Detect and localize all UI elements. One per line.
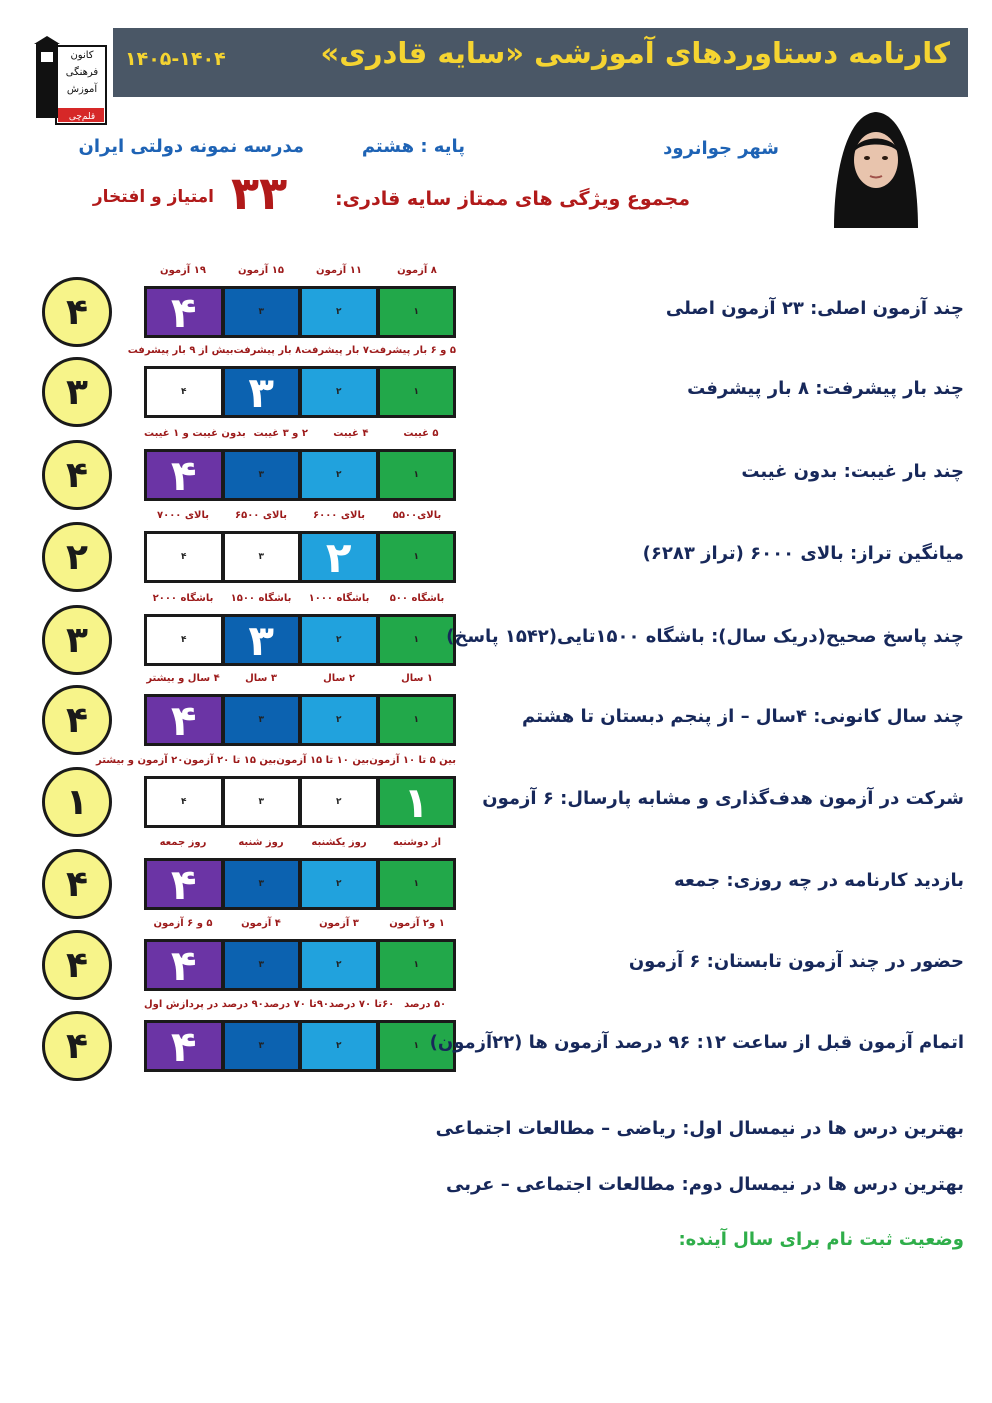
level-box: ۱ (380, 452, 454, 498)
tier-label: بین ۱۵ تا ۲۰ آزمون (183, 755, 277, 766)
tier-label: ۵ و ۶ بار پیشرفت (368, 345, 456, 356)
level-boxes (144, 449, 456, 501)
level-box: ۳ (225, 452, 299, 498)
logo-text-2: فرهنگی (65, 67, 99, 78)
level-box: ۳ (225, 942, 299, 988)
student-photo (826, 104, 926, 228)
level-boxes (144, 858, 456, 910)
student-grade: پایه : هشتم (361, 136, 465, 157)
tier-label: روز شنبه (238, 837, 284, 848)
tier-labels (144, 999, 456, 1013)
tier-label: بالای ۶۵۰۰ (234, 510, 288, 521)
tier-label: ۱ و۲ آزمون (389, 918, 445, 929)
score-circle: ۴ (42, 440, 112, 510)
level-box: ۴ (147, 861, 221, 907)
tier-label: ۹۰ درصد در پردازش اول (144, 999, 264, 1010)
level-box: ۱ (380, 534, 454, 580)
level-box: ۳ (225, 369, 299, 415)
score-circle: ۴ (42, 930, 112, 1000)
level-box: ۴ (147, 942, 221, 988)
tier-label: ۱ سال (401, 673, 433, 684)
level-boxes (144, 939, 456, 991)
row-label: میانگین تراز: بالای ۶۰۰۰ (تراز ۶۲۸۳) (642, 543, 964, 564)
tier-label: ۲۰ آزمون و بیشتر (95, 755, 184, 766)
tier-label: باشگاه ۱۵۰۰ (230, 593, 292, 604)
tier-labels (144, 593, 456, 607)
level-box: ۴ (147, 289, 221, 335)
tier-label: ۴ سال و بیشتر (146, 673, 220, 684)
level-box: ۳ (225, 534, 299, 580)
tier-label: ۲ و ۳ غیبت (253, 428, 308, 439)
row-label: بازدید کارنامه در چه روزی: جمعه (674, 870, 964, 891)
level-boxes (144, 614, 456, 666)
level-box: ۲ (302, 942, 376, 988)
row-label: شرکت در آزمون هدف‌گذاری و مشابه پارسال: ۶ آزمون (482, 788, 964, 809)
student-city: شهر جوانرود (663, 138, 779, 159)
level-box: ۱ (380, 861, 454, 907)
level-boxes (144, 776, 456, 828)
page-title: کارنامه دستاوردهای آموزشی «سایه قادری» (320, 36, 950, 70)
title-bar (113, 28, 968, 97)
tier-labels (144, 673, 456, 687)
tier-label: بالای ۶۰۰۰ (312, 510, 366, 521)
logo-text-3: آموزش (66, 84, 98, 95)
level-box: ۲ (302, 697, 376, 743)
tier-labels (127, 345, 456, 359)
tier-label: ۳ سال (245, 673, 277, 684)
level-box: ۴ (147, 697, 221, 743)
tier-label: ۵ و ۶ آزمون (153, 918, 213, 929)
registration-status: وضعیت ثبت نام برای سال آینده: (678, 1229, 964, 1250)
level-box: ۱ (380, 617, 454, 663)
best-subjects-first-semester: بهترین درس ها در نیمسال اول: ریاضی – مطالعات اجتماعی (435, 1118, 964, 1139)
level-box: ۱ (380, 1023, 454, 1069)
features-label: مجموع ویژگی های ممتاز سایه قادری: (335, 188, 690, 210)
tier-labels (144, 918, 456, 932)
tier-label: ۶۰تا ۷۰ درصد (329, 999, 395, 1010)
tier-label: باشگاه ۲۰۰۰ (152, 593, 214, 604)
tier-label: بین ۵ تا ۱۰ آزمون (369, 755, 456, 766)
student-school: مدرسه نمونه دولتی ایران (78, 136, 304, 157)
logo-text-4: قلم‌چی (68, 112, 96, 122)
level-box: ۴ (147, 617, 221, 663)
level-box: ۱ (380, 697, 454, 743)
level-box: ۲ (302, 452, 376, 498)
tier-label: ۲ سال (323, 673, 355, 684)
score-circle: ۴ (42, 685, 112, 755)
tier-labels (144, 265, 456, 279)
tier-label: ۱۹ آزمون (160, 265, 206, 276)
level-box: ۲ (302, 369, 376, 415)
level-boxes (144, 694, 456, 746)
total-points: ۳۳ (231, 166, 288, 220)
level-box: ۱ (380, 779, 454, 825)
tier-label: روز یکشنبه (311, 837, 367, 848)
row-label: چند بار غیبت: بدون غیبت (741, 461, 964, 482)
tier-label: بدون غیبت و ۱ غیبت (144, 428, 246, 439)
level-box: ۲ (302, 289, 376, 335)
row-label: چند بار پیشرفت: ۸ بار پیشرفت (687, 378, 964, 399)
tier-label: ۸ آزمون (397, 265, 437, 276)
score-circle: ۳ (42, 357, 112, 427)
tier-label: بیش از ۹ بار پیشرفت (127, 345, 234, 356)
tier-label: ۹۰تا ۷۰ درصد (263, 999, 330, 1010)
level-box: ۳ (225, 779, 299, 825)
tier-labels (144, 837, 456, 851)
score-circle: ۲ (42, 522, 112, 592)
tier-label: ۱۱ آزمون (316, 265, 362, 276)
honor-label: امتیاز و افتخار (92, 187, 214, 207)
tier-label: بین ۱۰ تا ۱۵ آزمون (276, 755, 370, 766)
level-boxes (144, 531, 456, 583)
kanoon-logo (32, 30, 108, 130)
level-box: ۴ (147, 452, 221, 498)
level-box: ۲ (302, 617, 376, 663)
tier-label: روز جمعه (159, 837, 207, 848)
row-label: چند پاسخ صحیح(دریک سال): باشگاه ۱۵۰۰تایی(۱۵۴۲ پاسخ) (446, 626, 964, 647)
tier-label: ۴ غیبت (333, 428, 369, 439)
tier-label: ۵۰ درصد (404, 999, 447, 1010)
score-circle: ۴ (42, 849, 112, 919)
level-box: ۳ (225, 861, 299, 907)
row-label: حضور در چند آزمون تابستان: ۶ آزمون (628, 951, 964, 972)
tier-label: باشگاه ۱۰۰۰ (308, 593, 370, 604)
tier-labels (144, 510, 456, 524)
level-boxes (144, 366, 456, 418)
level-box: ۳ (225, 289, 299, 335)
level-box: ۳ (225, 617, 299, 663)
logo-text-1: کانون (70, 50, 94, 61)
score-circle: ۳ (42, 605, 112, 675)
tier-label: بالای۵۵۰۰ (392, 510, 442, 521)
level-boxes (144, 286, 456, 338)
academic-year: ۱۴۰۵-۱۴۰۴ (125, 48, 226, 70)
level-box: ۴ (147, 1023, 221, 1069)
level-box: ۴ (147, 779, 221, 825)
level-box: ۴ (147, 534, 221, 580)
tier-label: ۴ آزمون (241, 918, 281, 929)
tier-label: ۳ آزمون (319, 918, 359, 929)
level-box: ۲ (302, 1023, 376, 1069)
row-label: چند سال کانونی: ۴سال – از پنجم دبستان تا هشتم (521, 706, 964, 727)
level-boxes (144, 1020, 456, 1072)
level-box: ۲ (302, 779, 376, 825)
level-box: ۱ (380, 289, 454, 335)
tier-label: باشگاه ۵۰۰ (389, 593, 445, 604)
tier-label: ۷ بار پیشرفت (301, 345, 369, 356)
row-label: اتمام آزمون قبل از ساعت ۱۲: ۹۶ درصد آزمون ها (۲۲آزمون) (429, 1032, 964, 1053)
row-label: چند آزمون اصلی: ۲۳ آزمون اصلی (665, 298, 964, 319)
score-circle: ۱ (42, 767, 112, 837)
level-box: ۱ (380, 942, 454, 988)
tier-label: ۵ غیبت (403, 428, 439, 439)
score-circle: ۴ (42, 1011, 112, 1081)
level-box: ۱ (380, 369, 454, 415)
tier-labels (144, 428, 456, 442)
level-box: ۲ (302, 861, 376, 907)
tier-label: از دوشنبه (392, 837, 442, 848)
tier-label: بالای ۷۰۰۰ (156, 510, 210, 521)
best-subjects-second-semester: بهترین درس ها در نیمسال دوم: مطالعات اجتماعی – عربی (446, 1174, 964, 1195)
level-box: ۳ (225, 697, 299, 743)
tier-label: ۱۵ آزمون (238, 265, 284, 276)
score-circle: ۴ (42, 277, 112, 347)
level-box: ۳ (225, 1023, 299, 1069)
level-box: ۴ (147, 369, 221, 415)
tier-labels (95, 755, 456, 769)
level-box: ۲ (302, 534, 376, 580)
tier-label: ۸ بار پیشرفت (233, 345, 302, 356)
